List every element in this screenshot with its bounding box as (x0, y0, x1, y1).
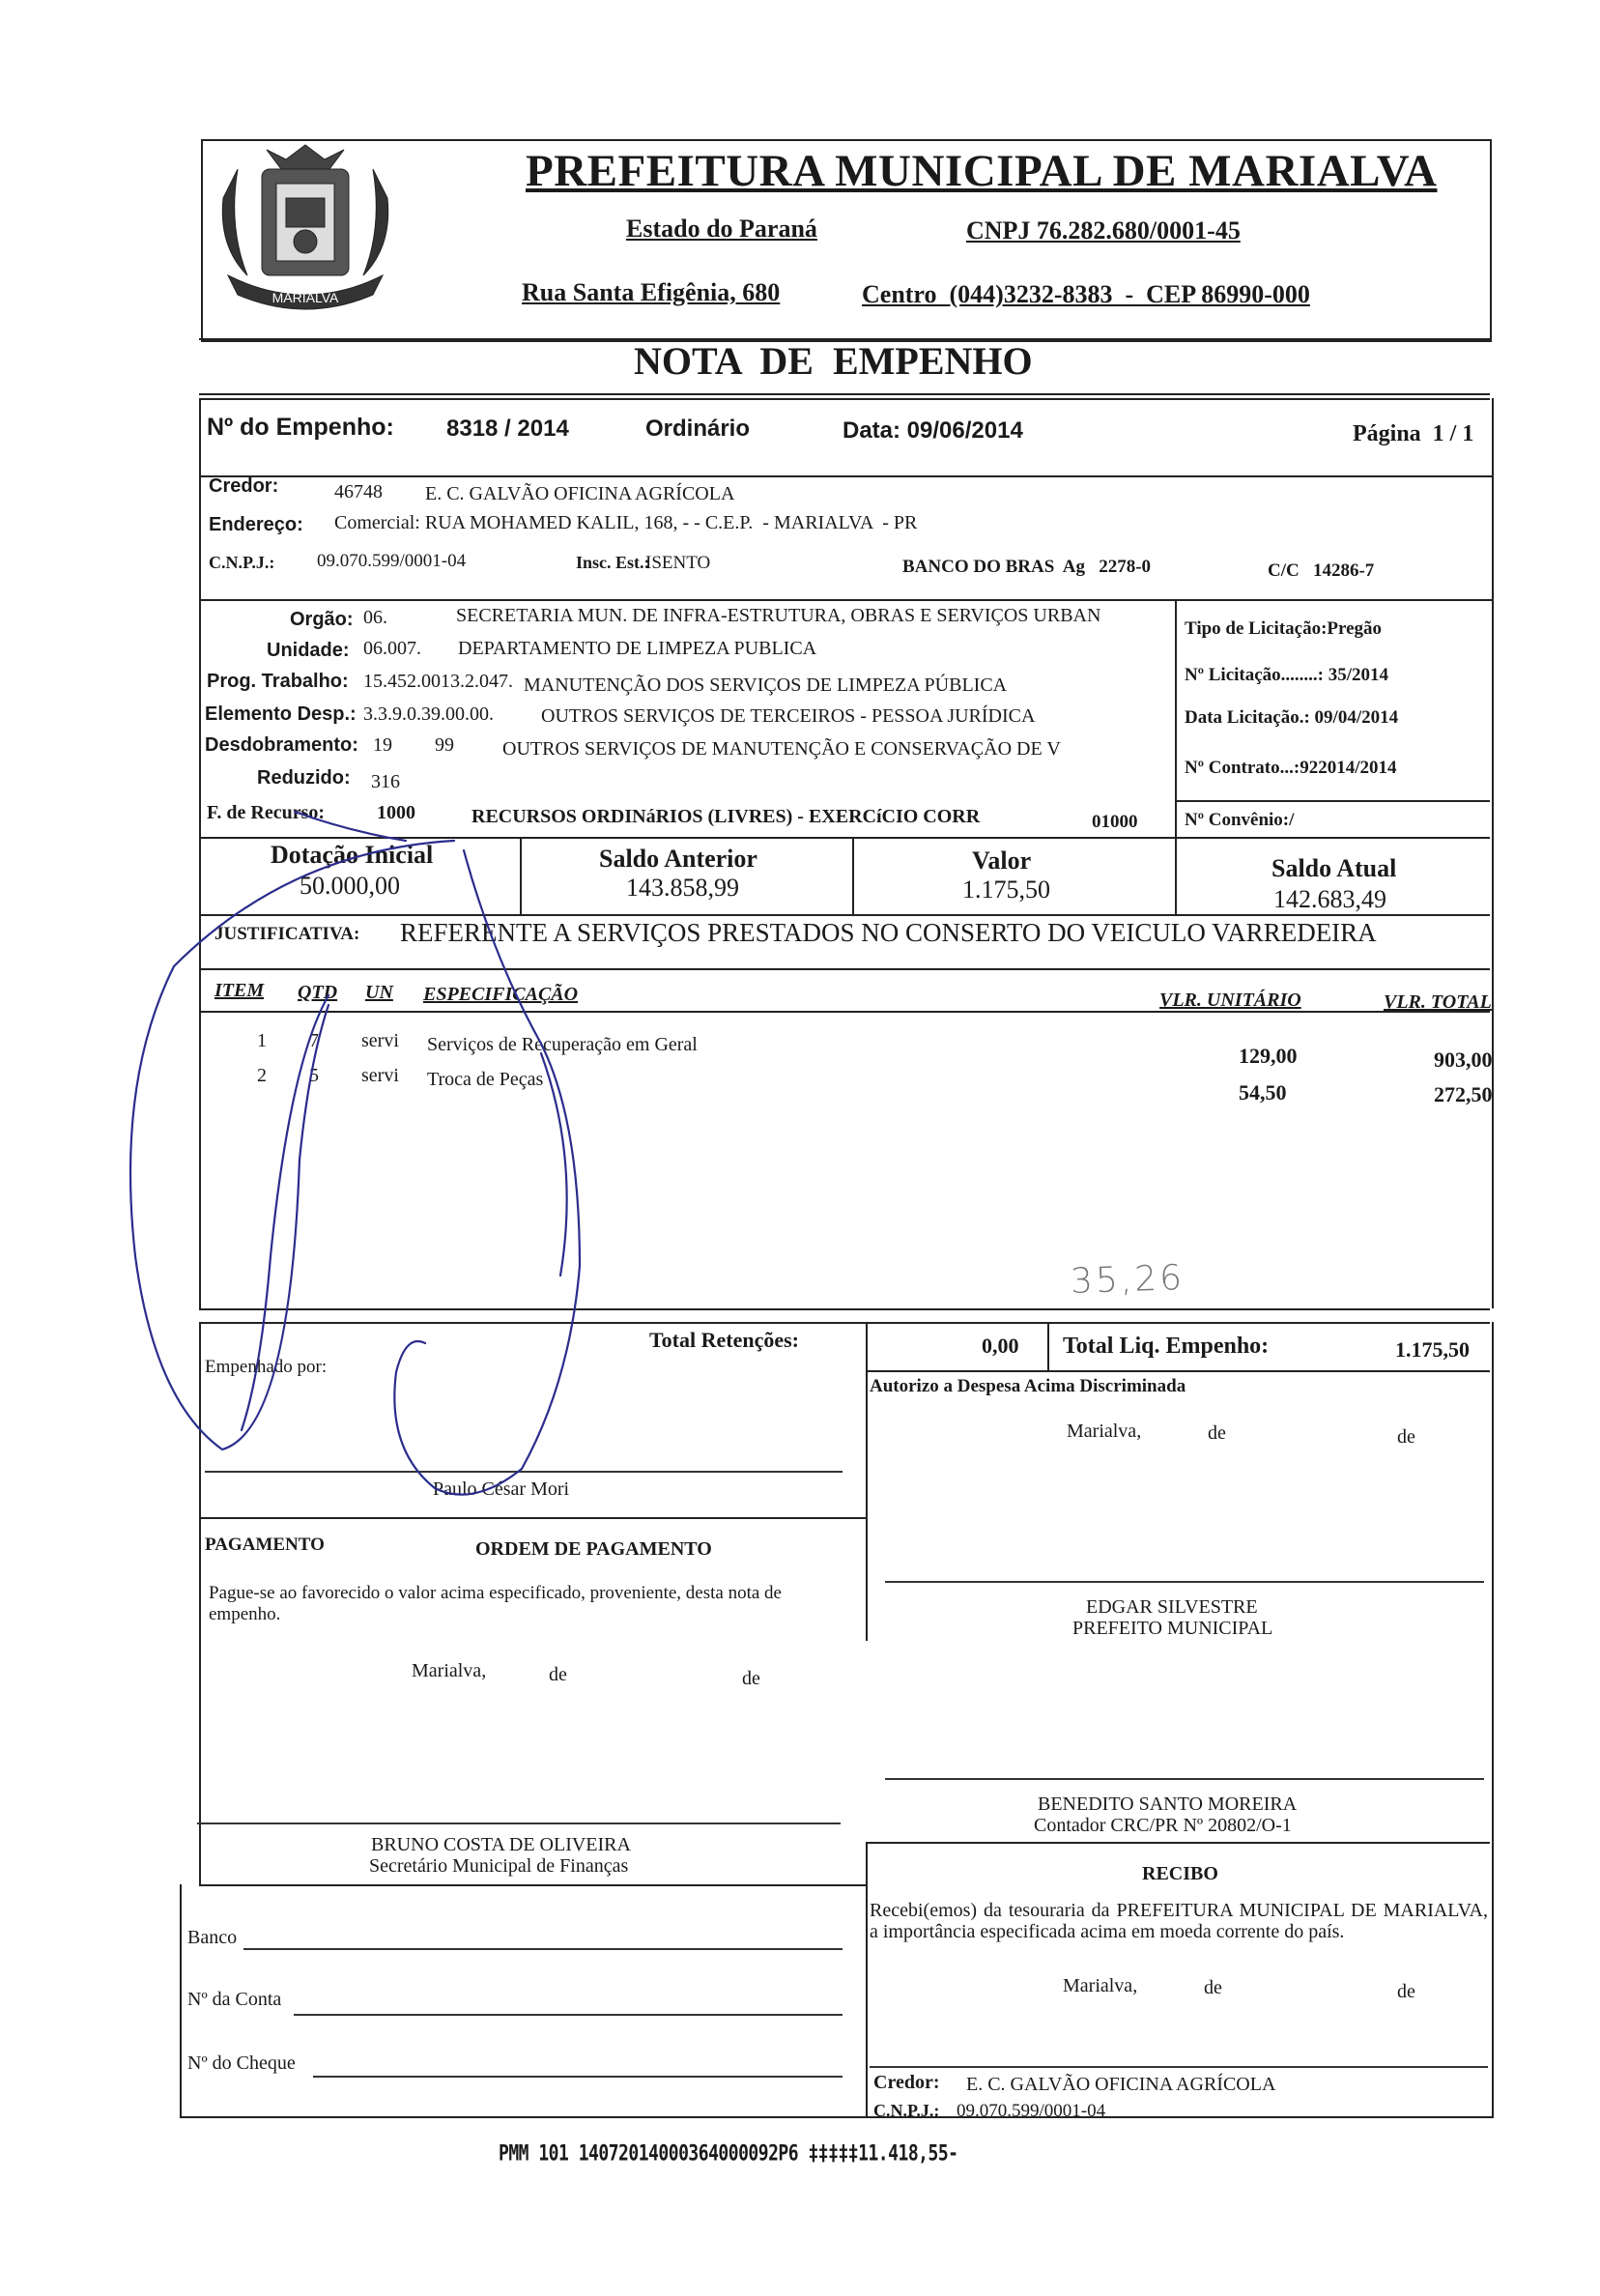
empenhado-name: Paulo César Mori (433, 1478, 570, 1500)
contador-role: Contador CRC/PR Nº 20802/O-1 (1034, 1815, 1292, 1836)
pagamento-label: PAGAMENTO (205, 1535, 325, 1555)
handwritten-note: 35,26 (1070, 1257, 1186, 1303)
recibo-cnpj: 09.070.599/0001-04 (957, 2101, 1106, 2121)
table-row (213, 1065, 1493, 1106)
recibo-text: Recebi(emos) da tesouraria da PREFEITURA MUNICIPAL DE MARIALVA, a importância especificada acima em moeda corrente do país. (870, 1900, 1488, 1942)
credor-insc: ISENTO (645, 553, 711, 573)
row-item: 2 (257, 1065, 267, 1086)
recibo-credor: E. C. GALVÃO OFICINA AGRÍCOLA (966, 2074, 1276, 2095)
footer-code: PMM 101 14072014000364000092P6 ‡‡‡‡‡11.418,55- (499, 2140, 958, 2167)
row-unit: 54,50 (1239, 1080, 1287, 1105)
doc-title: NOTA DE EMPENHO (634, 339, 1033, 383)
recibo-place: Marialva, (1063, 1975, 1138, 1996)
row-item: 1 (257, 1030, 267, 1051)
saldo-atual-value: 142.683,49 (1273, 885, 1386, 913)
col-qtd: QTD (298, 982, 338, 1003)
unidade-label: Unidade: (267, 640, 350, 661)
licit-type: Tipo de Licitação:Pregão (1185, 618, 1383, 639)
autorizo-de2: de (1397, 1426, 1415, 1448)
row-total: 272,50 (1434, 1082, 1493, 1106)
ordem-label: ORDEM DE PAGAMENTO (475, 1538, 712, 1560)
row-un: servi (361, 1030, 399, 1051)
retencoes-label: Total Retenções: (649, 1328, 799, 1352)
credor-bank: BANCO DO BRAS Ag 2278-0 (902, 557, 1152, 577)
banco-label: Banco (187, 1927, 238, 1948)
licit-num: Nº Licitação........: 35/2014 (1185, 665, 1389, 685)
credor-address-label: Endereço: (209, 514, 303, 535)
liq-label: Total Liq. Empenho: (1063, 1334, 1270, 1359)
cheque-label: Nº do Cheque (187, 2052, 296, 2074)
justificativa-text: REFERENTE A SERVIÇOS PRESTADOS NO CONSERTO DO VEICULO VARREDEIRA (400, 918, 1377, 947)
credor-cnpj: 09.070.599/0001-04 (317, 551, 467, 571)
saldo-atual-label: Saldo Atual (1271, 854, 1397, 882)
col-vlr-unit: VLR. UNITÁRIO (1159, 990, 1301, 1011)
desdob-label: Desdobramento: (205, 734, 358, 756)
pagamento-place: Marialva, (412, 1660, 487, 1681)
prog-name: MANUTENÇÃO DOS SERVIÇOS DE LIMPEZA PÚBLICA (524, 674, 1008, 696)
pagamento-box (199, 1517, 1494, 1884)
pagamento-de1: de (549, 1664, 567, 1685)
col-vlr-total: VLR. TOTAL (1384, 991, 1492, 1013)
autorizo-text: Autorizo a Despesa Acima Discriminada (870, 1376, 1186, 1396)
autorizo-de1: de (1208, 1422, 1226, 1444)
pagamento-text: Pague-se ao favorecido o valor acima especificado, proveniente, desta nota de empenho. (209, 1583, 782, 1624)
empenho-date: Data: 09/06/2014 (843, 417, 1023, 444)
orgao-label: Orgão: (290, 609, 354, 630)
empenhado-label: Empenhado por: (205, 1357, 328, 1377)
reduzido-label: Reduzido: (257, 767, 351, 789)
valor-label: Valor (972, 847, 1032, 875)
desdob-name: OUTROS SERVIÇOS DE MANUTENÇÃO E CONSERVAÇÃO DE V (502, 738, 1061, 760)
credor-label: Credor: (209, 475, 279, 497)
elem-code: 3.3.9.0.39.00.00. (363, 703, 494, 725)
reduzido-value: 316 (371, 771, 400, 792)
autorizo-place: Marialva, (1067, 1421, 1142, 1442)
prog-label: Prog. Trabalho: (207, 671, 349, 692)
pagamento-de2: de (742, 1668, 760, 1689)
credor-cc: C/C 14286-7 (1268, 560, 1375, 581)
saldo-ant-value: 143.858,99 (626, 874, 739, 902)
orgao-code: 06. (363, 607, 387, 628)
convenio: Nº Convênio:/ (1185, 810, 1295, 830)
recibo-cnpj-label: C.N.P.J.: (873, 2101, 940, 2120)
empenho-type: Ordinário (645, 416, 751, 442)
recibo-de2: de (1397, 1981, 1415, 2002)
credor-insc-label: Insc. Est.: (576, 553, 650, 572)
empenho-number: 8318 / 2014 (446, 416, 569, 442)
contador-name: BENEDITO SANTO MOREIRA (1038, 1794, 1298, 1815)
desdob-b: 99 (435, 734, 454, 756)
credor-box (199, 477, 1494, 601)
row-total: 903,00 (1434, 1048, 1493, 1072)
licit-date: Data Licitação.: 09/04/2014 (1185, 707, 1399, 728)
elem-name: OUTROS SERVIÇOS DE TERCEIROS - PESSOA JURÍDICA (541, 705, 1036, 727)
orgao-name: SECRETARIA MUN. DE INFRA-ESTRUTURA, OBRAS E SERVIÇOS URBAN (456, 605, 1101, 626)
justificativa-label: JUSTIFICATIVA: (214, 924, 360, 944)
unidade-name: DEPARTAMENTO DE LIMPEZA PUBLICA (458, 638, 817, 659)
recibo-title: RECIBO (1142, 1863, 1218, 1884)
col-un: UN (365, 982, 393, 1003)
header-cnpj: CNPJ 76.282.680/0001-45 (966, 216, 1241, 244)
empenho-page: Página 1 / 1 (1353, 421, 1474, 446)
fonte-num: 01000 (1092, 812, 1138, 832)
row-esp: Serviços de Recuperação em Geral (427, 1034, 698, 1055)
recibo-de1: de (1204, 1977, 1222, 1998)
contrato: Nº Contrato...:922014/2014 (1185, 758, 1397, 778)
credor-code: 46748 (334, 481, 383, 502)
empenho-label: Nº do Empenho: (207, 414, 394, 441)
header-title: PREFEITURA MUNICIPAL DE MARIALVA (526, 146, 1438, 196)
retencoes-box (199, 1322, 1494, 1370)
header-state: Estado do Paraná (626, 215, 817, 243)
prog-code: 15.452.0013.2.047. (363, 671, 513, 692)
elem-label: Elemento Desp.: (205, 703, 357, 725)
dotacao-value: 50.000,00 (300, 872, 400, 900)
table-row (213, 1030, 1493, 1072)
empenhado-box (199, 1370, 1494, 1517)
retencoes-value: 0,00 (982, 1334, 1019, 1358)
prefeito-role: PREFEITO MUNICIPAL (1072, 1618, 1273, 1639)
secretario-name: BRUNO COSTA DE OLIVEIRA (371, 1834, 631, 1855)
header-contact: Centro (044)3232-8383 - CEP 86990-000 (862, 280, 1310, 308)
col-item: ITEM (214, 980, 265, 1001)
liq-value: 1.175,50 (1395, 1337, 1470, 1362)
saldo-ant-label: Saldo Anterior (599, 845, 757, 873)
seal-text: MARIALVA (271, 290, 339, 305)
conta-label: Nº da Conta (187, 1989, 282, 2010)
municipal-seal (209, 130, 402, 324)
fonte-label: F. de Recurso: (207, 802, 326, 823)
prefeito-name: EDGAR SILVESTRE (1086, 1596, 1258, 1618)
secretario-role: Secretário Municipal de Finanças (369, 1855, 629, 1877)
header-address: Rua Santa Efigênia, 680 (522, 278, 781, 306)
row-un: servi (361, 1065, 399, 1086)
col-esp: ESPECIFICAÇÃO (423, 984, 579, 1005)
row-qtd: 7 (309, 1030, 319, 1051)
row-qtd: 5 (309, 1065, 319, 1086)
fonte-code: 1000 (377, 802, 415, 823)
desdob-a: 19 (373, 734, 392, 756)
credor-cnpj-label: C.N.P.J.: (209, 553, 275, 572)
row-unit: 129,00 (1239, 1044, 1298, 1068)
fonte-name: RECURSOS ORDINáRIOS (LIVRES) - EXERCíCIO CORR (471, 806, 981, 827)
credor-address: Comercial: RUA MOHAMED KALIL, 168, - - C.E.P. - MARIALVA - PR (334, 512, 918, 533)
credor-name: E. C. GALVÃO OFICINA AGRÍCOLA (425, 483, 735, 504)
row-esp: Troca de Peças (427, 1069, 544, 1090)
unidade-code: 06.007. (363, 638, 421, 659)
recibo-credor-label: Credor: (873, 2072, 940, 2093)
items-box (199, 968, 1494, 1308)
valor-value: 1.175,50 (962, 875, 1050, 904)
dotacao-label: Dotação Inicial (271, 841, 434, 869)
